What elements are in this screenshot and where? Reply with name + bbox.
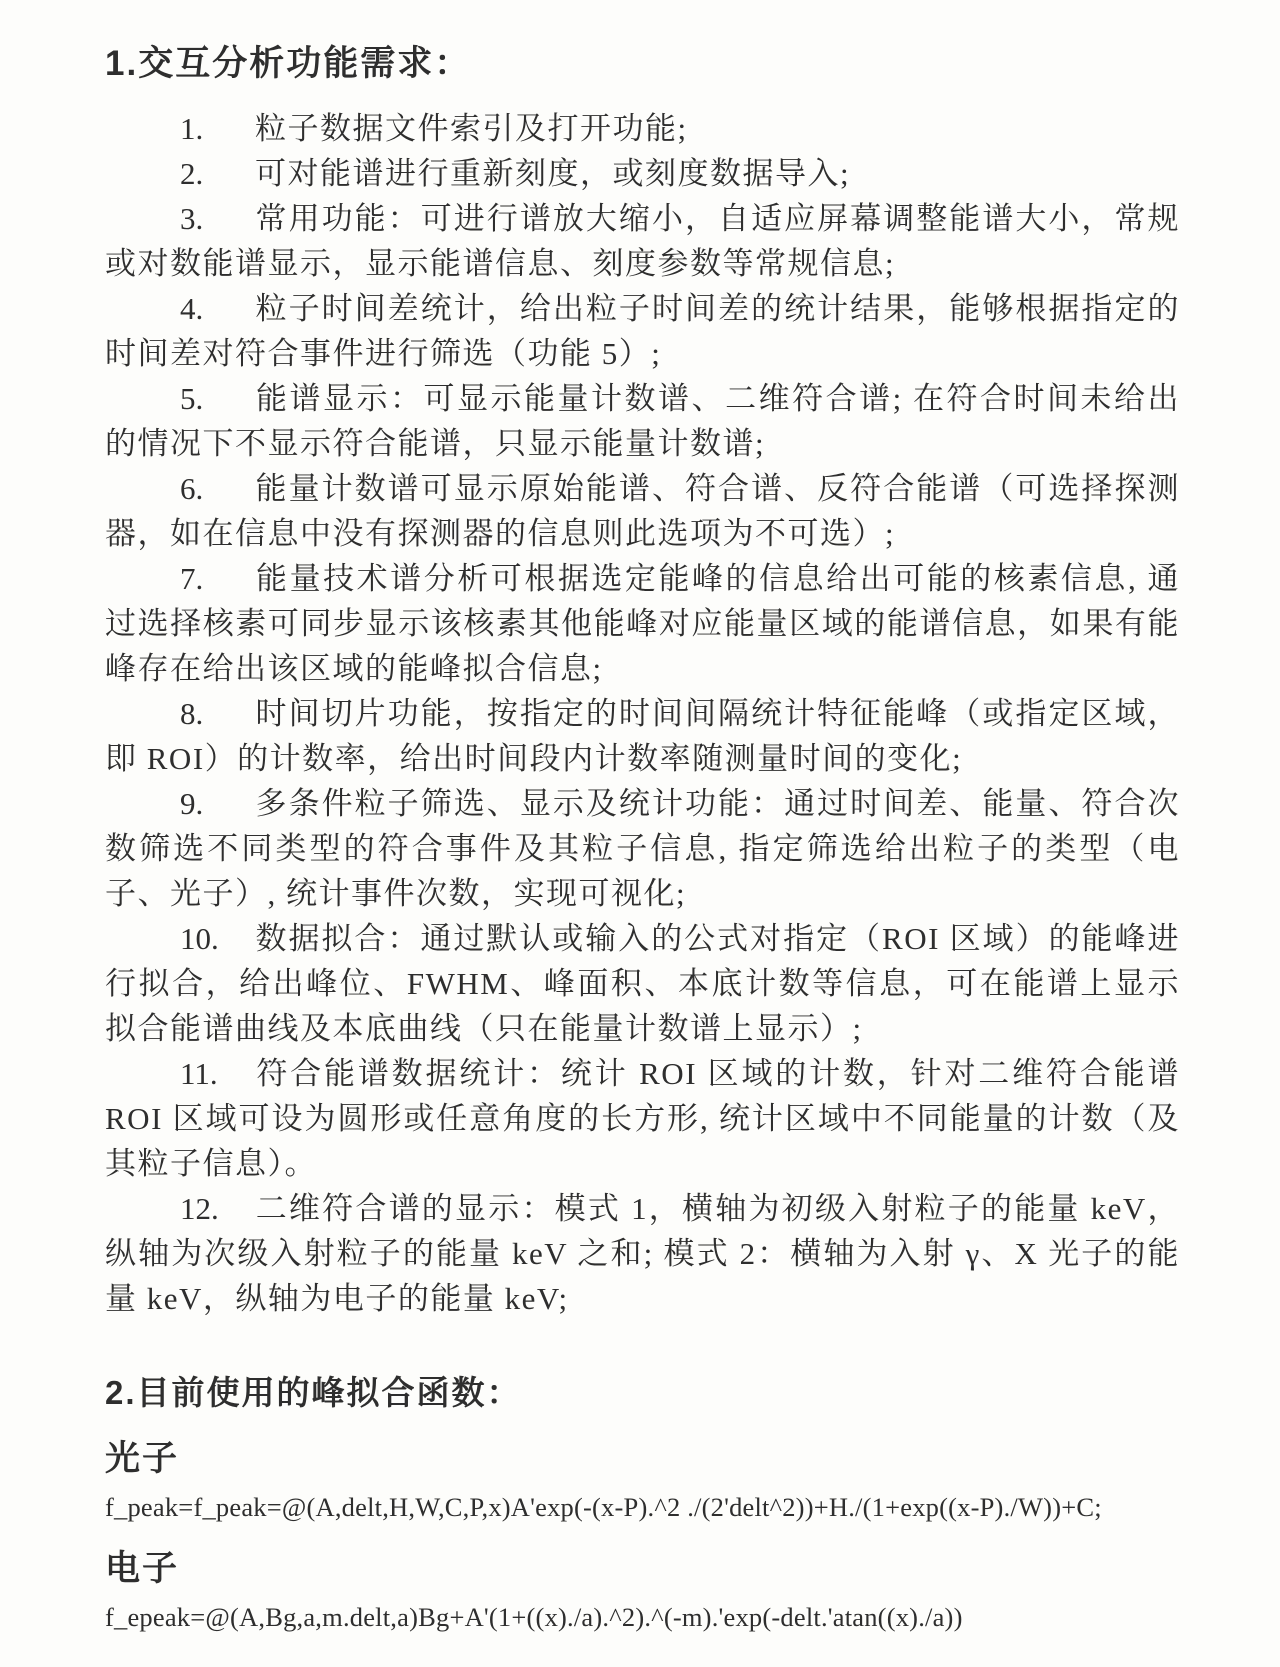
list-item-text: 常用功能：可进行谱放大缩小，自适应屏幕调整能谱大小，常规或对数能谱显示，显示能谱信息、刻度参数等常规信息; (105, 201, 1180, 281)
list-item-number: 8. (180, 696, 204, 731)
formula-label-electron: 电子 (105, 1549, 180, 1588)
list-item-number: 7. (180, 561, 204, 596)
list-item (105, 691, 1180, 781)
list-item-number: 3. (180, 201, 204, 236)
list-item (105, 1051, 1180, 1186)
list-item (105, 376, 1180, 466)
list-item-text: 可对能谱进行重新刻度，或刻度数据导入; (255, 156, 851, 191)
list-item-text: 数据拟合：通过默认或输入的公式对指定（ROI 区域）的能峰进行拟合，给出峰位、FWHM、峰面积、本底计数等信息，可在能谱上显示拟合能谱曲线及本底曲线（只在能量计数谱上显示）; (105, 921, 1180, 1046)
list-item (105, 196, 1180, 286)
list-item (105, 916, 1180, 1051)
list-item (105, 106, 1180, 151)
list-item-number: 1. (180, 111, 204, 146)
list-item (105, 466, 1180, 556)
list-item-text: 符合能谱数据统计：统计 ROI 区域的计数，针对二维符合能谱 ROI 区域可设为圆形或任意角度的长方形, 统计区域中不同能量的计数（及其粒子信息）。 (105, 1056, 1180, 1181)
photon-formula: f_peak=f_peak=@(A,delt,H,W,C,P,x)A'exp(-(x-P).^2 ./(2'delt^2))+H./(1+exp((x-P)./W))+C; (105, 1492, 1102, 1522)
section1-heading: 1.交互分析功能需求： (105, 44, 472, 83)
list-item-text: 二维符合谱的显示：模式 1，横轴为初级入射粒子的能量 keV，纵轴为次级入射粒子的能量 keV 之和; 模式 2：横轴为入射 γ、X 光子的能量 keV，纵轴为电子的能量 keV; (105, 1191, 1180, 1316)
list-item (105, 1186, 1180, 1321)
list-item-text: 粒子数据文件索引及打开功能; (255, 111, 688, 146)
list-item (105, 286, 1180, 376)
section2-heading: 2.目前使用的峰拟合函数： (105, 1374, 522, 1411)
list-item-number: 11. (180, 1056, 218, 1091)
list-item-text: 能量计数谱可显示原始能谱、符合谱、反符合能谱（可选择探测器，如在信息中没有探测器的信息则此选项为不可选）; (105, 471, 1180, 551)
formula-label-photon: 光子 (105, 1439, 180, 1478)
list-item-number: 12. (180, 1191, 219, 1226)
electron-formula: f_epeak=@(A,Bg,a,m.delt,a)Bg+A'(1+((x)./a).^2).^(-m).'exp(-delt.'atan((x)./a)) (105, 1602, 963, 1632)
list-item-number: 2. (180, 156, 204, 191)
list-item-number: 5. (180, 381, 204, 416)
list-item-text: 能量技术谱分析可根据选定能峰的信息给出可能的核素信息, 通过选择核素可同步显示该核素其他能峰对应能量区域的能谱信息，如果有能峰存在给出该区域的能峰拟合信息; (105, 561, 1180, 686)
list-item (105, 781, 1180, 916)
list-item-text: 粒子时间差统计，给出粒子时间差的统计结果，能够根据指定的时间差对符合事件进行筛选（功能 5）; (105, 291, 1180, 371)
list-item-text: 能谱显示：可显示能量计数谱、二维符合谱; 在符合时间未给出的情况下不显示符合能谱，只显示能量计数谱; (105, 381, 1180, 461)
list-item-number: 6. (180, 471, 204, 506)
list-item-text: 多条件粒子筛选、显示及统计功能：通过时间差、能量、符合次数筛选不同类型的符合事件及其粒子信息, 指定筛选给出粒子的类型（电子、光子）, 统计事件次数，实现可视化; (105, 786, 1180, 911)
list-item-number: 10. (180, 921, 219, 956)
list-item-text: 时间切片功能，按指定的时间间隔统计特征能峰（或指定区域，即 ROI）的计数率，给出时间段内计数率随测量时间的变化; (105, 696, 1180, 776)
list-item (105, 151, 1180, 196)
list-item (105, 556, 1180, 691)
list-item-number: 4. (180, 291, 204, 326)
list-item-number: 9. (180, 786, 204, 821)
